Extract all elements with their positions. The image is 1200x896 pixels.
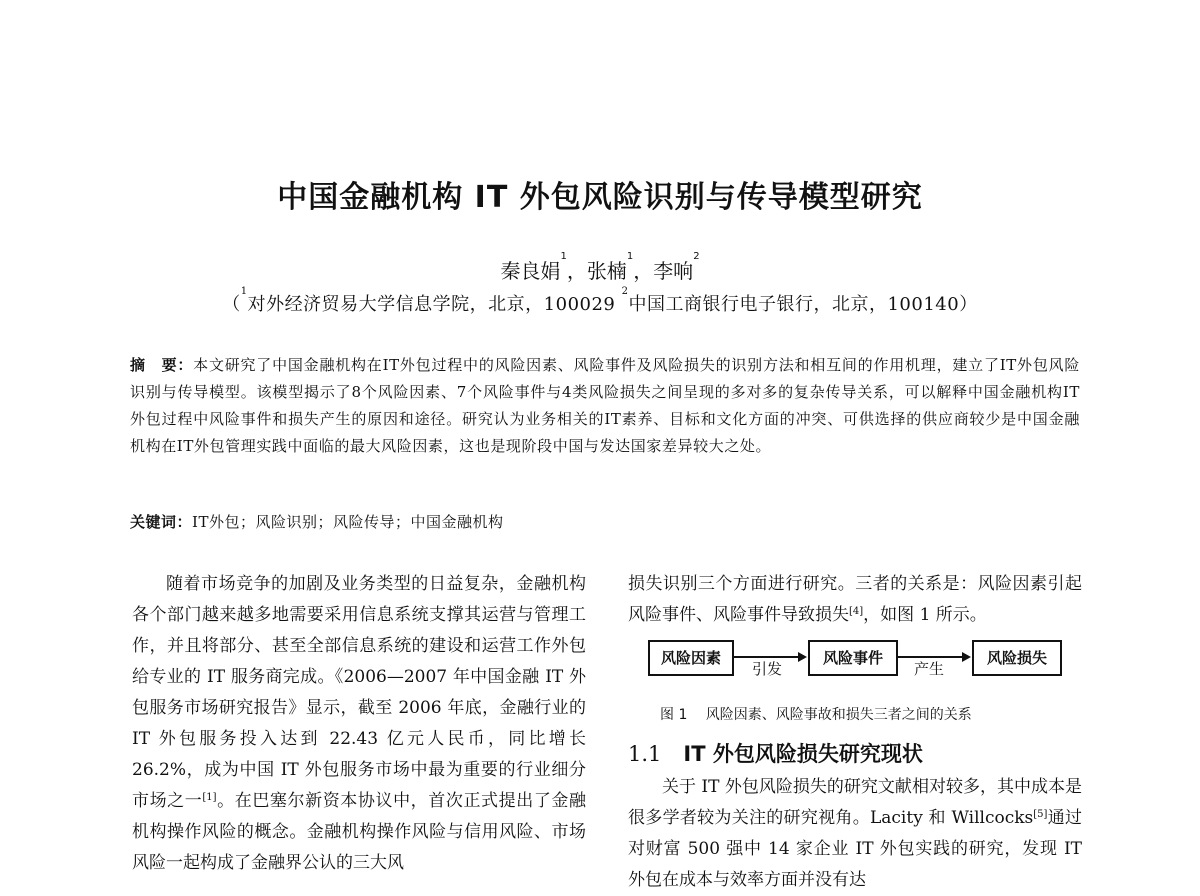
author-2: 张楠 (586, 259, 627, 283)
affil-mark-2: 2 (621, 286, 629, 297)
right-column-section (628, 772, 1082, 896)
author-3: 李响 (653, 259, 694, 283)
right-column-intro (628, 569, 1082, 631)
affil-open-paren: （ (222, 294, 241, 315)
right-text-b: ，如图 1 所示。 (863, 605, 987, 625)
section-title: IT 外包风险损失研究现状 (683, 742, 923, 766)
intro-text-cont: 。在巴塞尔新资本协议中，首次正式提出了金融机构操作风险的概念。金融机构操作风险与信用风险、市场风险一起构成了金融界公认的三大风 (132, 791, 587, 873)
section-text-a: 关于 IT 外包风险损失的研究文献相对较多，其中成本是很多学者较为关注的研究视角。Lacity 和 Willcocks (628, 777, 1082, 828)
arrow-2-head-icon (962, 652, 971, 662)
affil-mark-1: 1 (240, 286, 248, 297)
box-risk-event: 风险事件 (808, 640, 898, 676)
intro-text: 随着市场竞争的加剧及业务类型的日益复杂，金融机构各个部门越来越多地需要采用信息系统支撑其运营与管理工作，并且将部分、甚至全部信息系统的建设和运营工作外包给专业的 IT 服务商完成。《2006—2007 年中国金融 IT 外包服务市场研究报告》显示，截至 2006 年底，金融行业的 IT 外包服务投入达到 22.43 亿元人民币，同比增长 26.2%，成为中国 IT 外包服务市场中最为重要的行业细分市场之一 (132, 574, 586, 811)
box-risk-loss: 风险损失 (972, 640, 1062, 676)
left-column (132, 569, 586, 879)
author-list (0, 251, 1200, 284)
intro-paragraph (132, 569, 586, 879)
affiliation-1: 对外经济贸易大学信息学院，北京，100029 (247, 294, 622, 315)
figure-1-diagram (648, 636, 1068, 682)
keywords-text: IT外包；风险识别；风险传导；中国金融机构 (192, 513, 504, 531)
arrow-1-head-icon (798, 652, 807, 662)
arrow-2-label: 产生 (914, 660, 945, 678)
figure-1-caption: 图 1 风险因素、风险事故和损失三者之间的关系 (660, 707, 972, 723)
affiliation-2: 中国工商银行电子银行，北京，100140） (628, 294, 978, 315)
author-separator: ， (633, 259, 654, 283)
author-2-affil-mark: 1 (626, 251, 634, 262)
keywords (130, 511, 1080, 532)
right-text-a: 损失识别三个方面进行研究。三者的关系是：风险因素引起风险事件、风险事件导致损失 (628, 574, 1082, 625)
box-risk-factor: 风险因素 (648, 640, 734, 676)
abstract (130, 352, 1080, 460)
citation-4: [4] (849, 606, 864, 617)
abstract-label: 摘 要： (130, 356, 194, 374)
author-3-affil-mark: 2 (693, 251, 700, 262)
author-1: 秦良娟 (500, 259, 561, 283)
section-number: 1.1 (628, 742, 662, 766)
citation-5: [5] (1033, 809, 1048, 820)
abstract-text: 本文研究了中国金融机构在IT外包过程中的风险因素、风险事件及风险损失的识别方法和相互间的作用机理，建立了IT外包风险识别与传导模型。该模型揭示了8个风险因素、7个风险事件与4类风险损失之间呈现的多对多的复杂传导关系，可以解释中国金融机构IT外包过程中风险事件和损失产生的原因和途径。研究认为业务相关的IT素养、目标和文化方面的冲突、可供选择的供应商较少是中国金融机构在IT外包管理实践中面临的最大风险因素，这也是现阶段中国与发达国家差异较大之处。 (130, 356, 1081, 455)
keywords-label: 关键词： (130, 513, 193, 531)
arrow-1-label: 引发 (752, 660, 783, 678)
affiliations (0, 286, 1200, 316)
author-separator: ， (566, 259, 587, 283)
section-text-b: 通过对财富 500 强中 14 家企业 IT 外包实践的研究，发现 IT 外包在成本与效率方面并没有达 (628, 808, 1082, 890)
section-paragraph (628, 772, 1082, 896)
section-heading (628, 738, 923, 768)
author-1-affil-mark: 1 (560, 251, 567, 262)
citation-1: [1] (202, 792, 217, 803)
right-paragraph (628, 569, 1082, 631)
paper-title: 中国金融机构 IT 外包风险识别与传导模型研究 (277, 180, 923, 215)
